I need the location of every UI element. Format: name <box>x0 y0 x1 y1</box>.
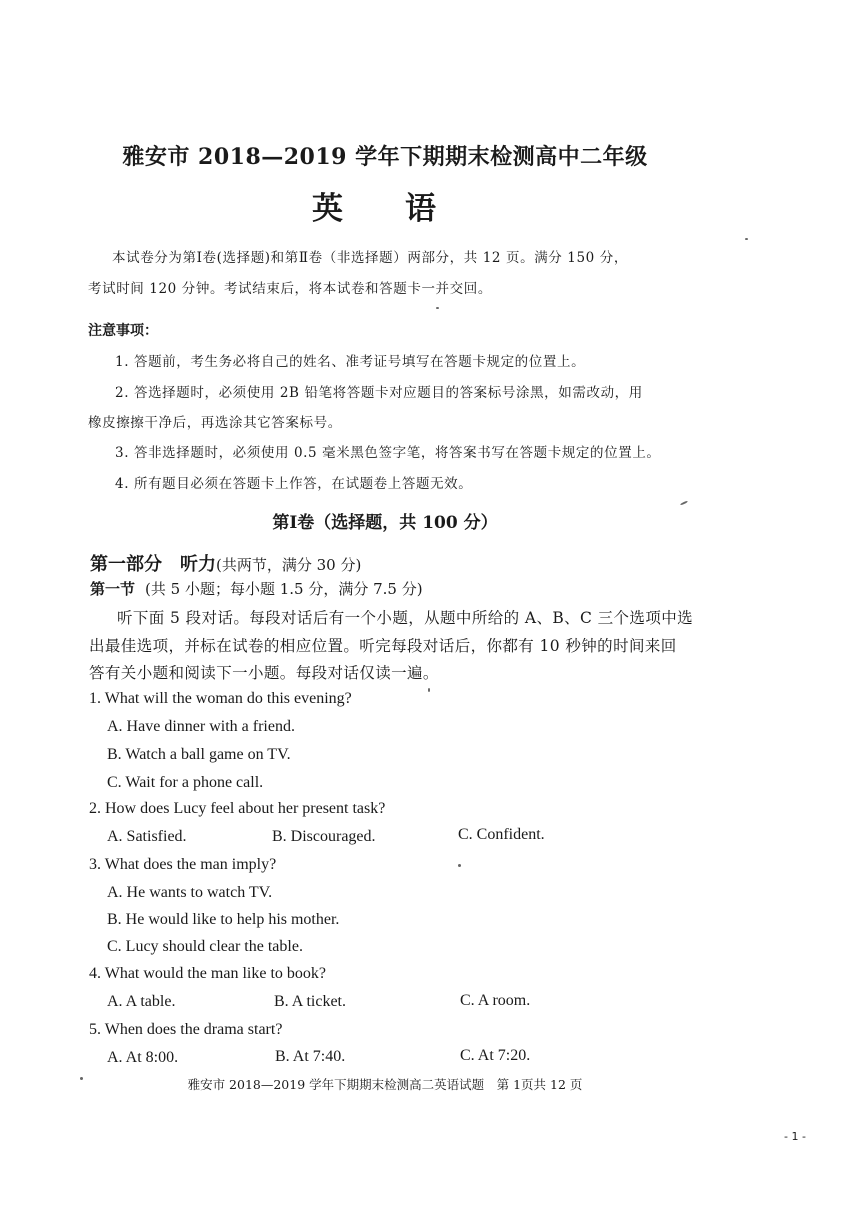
q3-option-a: A. He wants to watch TV. <box>107 884 273 901</box>
section-1-label: 第一节 <box>90 580 136 598</box>
notes-heading: 注意事项： <box>88 323 158 339</box>
note-item-2a: 2. 答选择题时，必须使用 2B 铅笔将答题卡对应题目的答案标号涂黑，如需改动，用 <box>115 385 643 401</box>
question-5: 5. When does the drama start? <box>89 1021 283 1038</box>
q2-option-c: C. Confident. <box>458 826 545 843</box>
instruction-line-1: 听下面 5 段对话。每段对话后有一个小题，从题中所给的 A、B、C 三个选项中选 <box>117 609 694 627</box>
scan-speck <box>436 307 439 309</box>
instruction-line-2: 出最佳选项，并标在试卷的相应位置。听完每段对话后，你都有 10 秒钟的时间来回 <box>89 637 677 655</box>
question-2: 2. How does Lucy feel about her present task? <box>89 800 386 817</box>
section-1-desc: (共 5 小题；每小题 1.5 分，满分 7.5 分) <box>145 580 423 598</box>
q1-option-a: A. Have dinner with a friend. <box>107 718 295 735</box>
q5-option-a: A. At 8:00. <box>107 1049 179 1066</box>
intro-line-2: 考试时间 120 分钟。考试结束后，将本试卷和答题卡一并交回。 <box>88 281 492 297</box>
instruction-line-3: 答有关小题和阅读下一小题。每段对话仅读一遍。 <box>89 664 439 682</box>
note-item-1: 1. 答题前，考生务必将自己的姓名、准考证号填写在答题卡规定的位置上。 <box>115 354 586 370</box>
section-heading: 第Ⅰ卷（选择题，共 100 分） <box>272 513 498 533</box>
section-1-heading <box>90 578 423 599</box>
note-item-2b: 橡皮擦擦干净后，再选涂其它答案标号。 <box>88 415 342 431</box>
scan-speck <box>745 238 748 240</box>
question-4: 4. What would the man like to book? <box>89 965 326 982</box>
q3-option-c: C. Lucy should clear the table. <box>107 938 303 955</box>
exam-title: 雅安市 2018—2019 学年下期期末检测高中二年级 <box>122 144 648 170</box>
q4-option-b: B. A ticket. <box>274 993 346 1010</box>
question-1: 1. What will the woman do this evening? <box>89 690 352 707</box>
q4-option-c: C. A room. <box>460 992 531 1009</box>
note-item-4: 4. 所有题目必须在答题卡上作答，在试题卷上答题无效。 <box>115 476 473 492</box>
q1-option-c: C. Wait for a phone call. <box>107 774 264 791</box>
page-number: - 1 - <box>784 1130 806 1143</box>
scan-speck <box>428 688 430 692</box>
question-3: 3. What does the man imply? <box>89 856 277 873</box>
page-footer: 雅安市 2018—2019 学年下期期末检测高二英语试题 第 1页共 12 页 <box>187 1077 583 1092</box>
part-1-heading <box>90 550 361 576</box>
intro-line-1: 本试卷分为第Ⅰ卷(选择题)和第Ⅱ卷（非选择题）两部分，共 12 页。满分 150 分， <box>112 250 628 266</box>
q5-option-b: B. At 7:40. <box>275 1048 346 1065</box>
scan-speck <box>80 1077 83 1080</box>
part-1-title: 第一部分 听力 <box>90 554 216 575</box>
scan-speck <box>680 500 688 505</box>
q4-option-a: A. A table. <box>107 993 176 1010</box>
q2-option-b: B. Discouraged. <box>272 828 376 845</box>
part-1-subtitle: (共两节，满分 30 分) <box>216 556 362 574</box>
q3-option-b: B. He would like to help his mother. <box>107 911 340 928</box>
scan-speck <box>458 864 461 867</box>
note-item-3: 3. 答非选择题时，必须使用 0.5 毫米黑色签字笔，将答案书写在答题卡规定的位置上。 <box>115 445 661 461</box>
subject-title: 英语 <box>312 191 498 227</box>
q1-option-b: B. Watch a ball game on TV. <box>107 746 291 763</box>
q5-option-c: C. At 7:20. <box>460 1047 531 1064</box>
q2-option-a: A. Satisfied. <box>107 828 187 845</box>
